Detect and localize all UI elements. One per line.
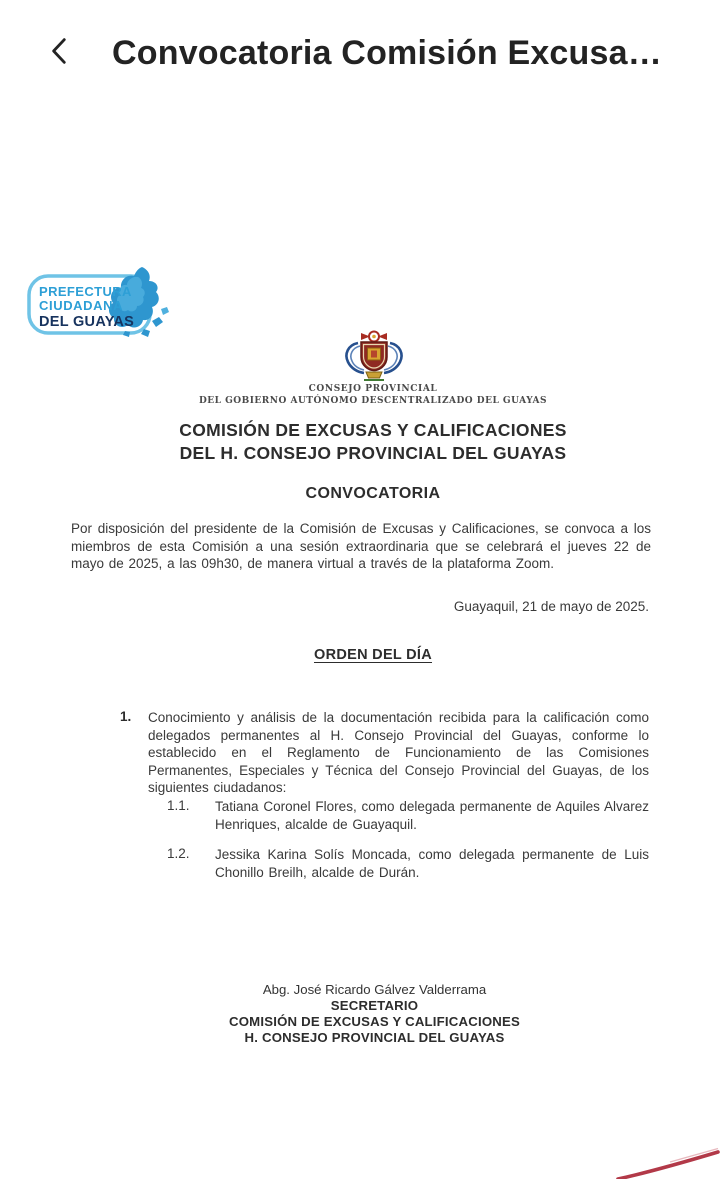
dateline: Guayaquil, 21 de mayo de 2025.	[453, 599, 649, 614]
agenda-heading: ORDEN DEL DÍA	[313, 647, 433, 663]
logo-text-line2: CIUDADANA	[39, 298, 124, 313]
signatory-role: SECRETARIO	[330, 998, 419, 1013]
red-swoosh-decoration	[610, 1145, 720, 1179]
chevron-left-icon	[43, 34, 77, 71]
prefectura-logo	[26, 265, 176, 343]
document-subtitle: CONVOCATORIA	[305, 485, 441, 502]
intro-paragraph: Por disposición del presidente de la Comisión de Excusas y Calificaciones, se convoca a los miembros de esta Comisión a una sesión extraordinaria que se celebrará el jueves 22 de mayo de 2025, a las 09h30, de manera virtual a través de la plataforma Zoom.	[71, 521, 651, 571]
document-title-line2: DEL H. CONSEJO PROVINCIAL DEL GUAYAS	[179, 443, 567, 463]
back-button[interactable]	[32, 24, 88, 80]
org-name-line1: CONSEJO PROVINCIAL	[308, 384, 438, 394]
logo-text-line3: DEL GUAYAS	[39, 314, 135, 330]
agenda-subitem-number: 1.2.	[167, 846, 190, 861]
page-title: Convocatoria Comisión Excusa…	[112, 34, 662, 72]
document-page[interactable]	[0, 104, 720, 1179]
agenda-subitem-text: Jessika Karina Solís Moncada, como delegada permanente de Luis Chonillo Breilh, alcalde de Durán.	[215, 847, 649, 880]
logo-text-line1: PREFECTURA	[39, 284, 132, 299]
app-header	[0, 0, 720, 104]
agenda-subitem-number: 1.1.	[167, 798, 190, 813]
signatory-org-line1: COMISIÓN DE EXCUSAS Y CALIFICACIONES	[228, 1014, 520, 1029]
agenda-item-text: Conocimiento y análisis de la documentación recibida para la calificación como delegados permanentes al H. Consejo Provincial del Guayas, conforme lo establecido en el Reglamento de Funcionamiento de las Comisiones Permanentes, Especiales y Técnica del Consejo Provincial del Guayas, de los siguientes ciudadanos:	[148, 710, 649, 795]
signatory-name: Abg. José Ricardo Gálvez Valderrama	[262, 982, 487, 997]
org-name-line2: DEL GOBIERNO AUTÓNOMO DESCENTRALIZADO DEL GUAYAS	[198, 396, 548, 406]
coat-of-arms-icon	[341, 330, 407, 384]
document-title-line1: COMISIÓN DE EXCUSAS Y CALIFICACIONES	[179, 420, 567, 440]
signature-block	[26, 982, 720, 1046]
document-title	[26, 419, 720, 465]
agenda-item-number: 1.	[120, 709, 132, 724]
agenda-subitem-text: Tatiana Coronel Flores, como delegada permanente de Aquiles Alvarez Henriques, alcalde de Guayaquil.	[215, 799, 649, 832]
signatory-org-line2: H. CONSEJO PROVINCIAL DEL GUAYAS	[244, 1030, 505, 1045]
